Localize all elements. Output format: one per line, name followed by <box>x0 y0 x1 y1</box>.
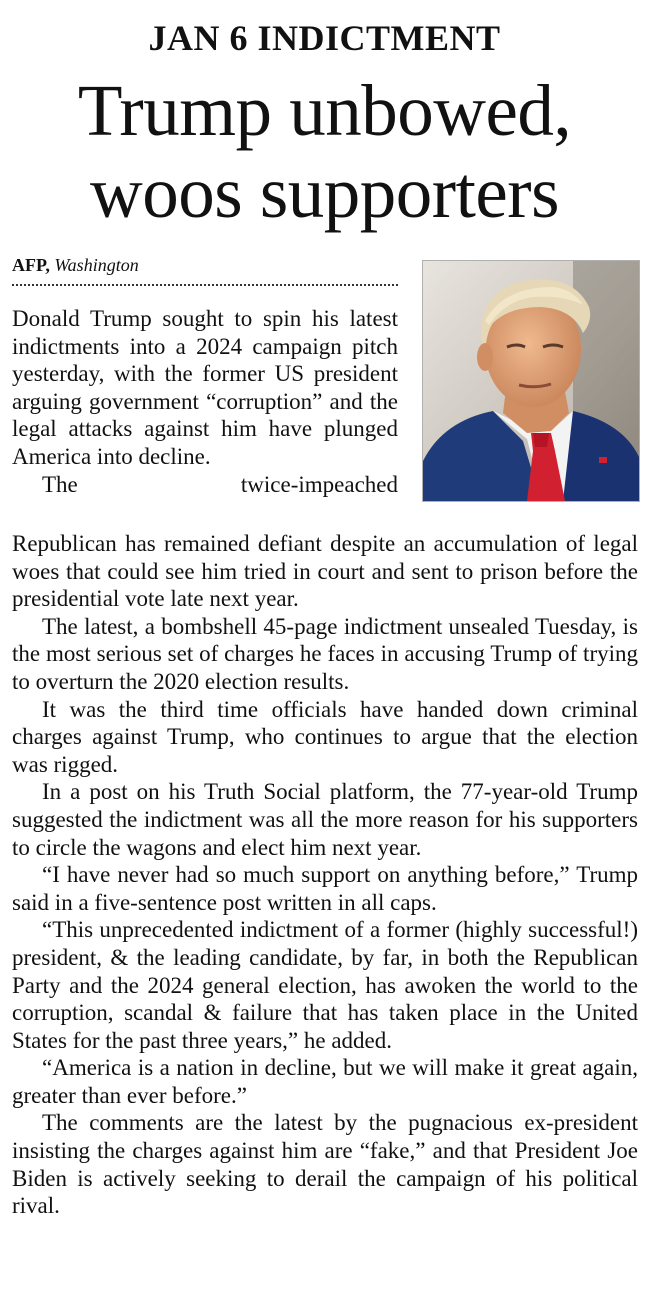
headline-line-1: Trump unbowed, <box>77 70 572 151</box>
portrait-illustration <box>423 261 639 501</box>
article-body-wide <box>12 530 638 1220</box>
paragraph-3: The latest, a bombshell 45-page indictment unsealed Tuesday, is the most serious set of charges he faces in accusing Trump of trying to overturn the 2020 election results. <box>12 613 638 694</box>
paragraph-2-continued: Republican has remained defiant despite an accumulation of legal woes that could see him tried in court and sent to prison before the presidential vote late next year. <box>12 531 638 612</box>
paragraph-8: “America is a nation in decline, but we will make it great again, greater than ever before.” <box>12 1055 638 1108</box>
headline <box>0 70 649 234</box>
byline-divider <box>12 284 398 286</box>
article-photo <box>422 260 640 502</box>
paragraph-9: The comments are the latest by the pugnacious ex-president insisting the charges against him are “fake,” and that President Joe Biden is actively seeking to derail the campaign of his political rival. <box>12 1110 638 1219</box>
paragraph-6: “I have never had so much support on anything before,” Trump said in a five-sentence post written in all caps. <box>12 862 638 915</box>
article-body-narrow <box>12 305 398 498</box>
paragraph-7: “This unprecedented indictment of a former (highly successful!) president, & the leading candidate, by far, in both the Republican Party and the 2024 general election, has awoken the world to the corruption, scandal & failure that has taken place in the United States for the past three years,” he added. <box>12 917 638 1053</box>
byline <box>12 254 139 276</box>
paragraph-5: In a post on his Truth Social platform, the 77-year-old Trump suggested the indictment was all the more reason for his supporters to circle the wagons and elect him next year. <box>12 779 638 860</box>
paragraph-1: Donald Trump sought to spin his latest indictments into a 2024 campaign pitch yesterday, with the former US president arguing government “corruption” and the legal attacks against him have plunged America into decline. <box>12 306 398 469</box>
kicker: JAN 6 INDICTMENT <box>148 18 501 58</box>
byline-agency: AFP, <box>12 255 50 275</box>
headline-line-2: woos supporters <box>90 152 559 233</box>
byline-place: Washington <box>54 255 139 275</box>
paragraph-4: It was the third time officials have handed down criminal charges against Trump, who continues to argue that the election was rigged. <box>12 696 638 777</box>
paragraph-2-start: The twice-impeached <box>42 471 398 497</box>
